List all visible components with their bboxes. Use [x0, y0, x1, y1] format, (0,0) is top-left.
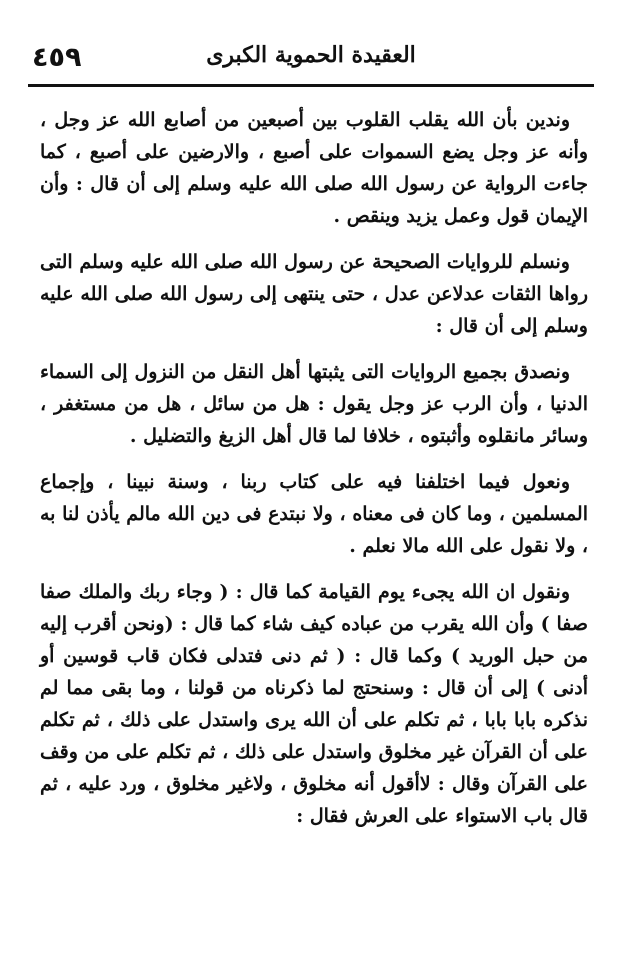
paragraph-5: ونقول ان الله يجىء يوم القيامة كما قال : ( وجاء ربك والملك صفا صفا ) وأن الله يقرب من عباده كيف شاء كما قال : (ونحن أقرب إليه من حبل الوريد ) وكما قال : ( ثم دنى فتدلى فكان قاب قوسين أو أدنى ) إلى أن قال : وسنحتج لما ذكرناه من قولنا ، وما بقى مما لم نذكره بابا بابا ، ثم تكلم على أن الله يرى واستدل على ذلك ، ثم تكلم على أن القرآن غير مخلوق واستدل على ذلك ، ثم تكلم على من وقف على القرآن وقال : لاأقول أنه مخلوق ، ولاغير مخلوق ، ورد عليه ، ثم قال باب الاستواء على العرش فقال : [40, 581, 588, 827]
paragraph-1: وندين بأن الله يقلب القلوب بين أصبعين من أصابع الله عز وجل ، وأنه عز وجل يضع السموات على أصبع ، والارضين على أصبع ، كما جاءت الرواية عن رسول الله صلى الله عليه وسلم إلى أن قال : وأن الإيمان قول وعمل يزيد وينقص . [40, 109, 588, 227]
page-number: ٤٥٩ [32, 42, 82, 73]
page-header [28, 36, 594, 76]
header-rule [28, 84, 594, 87]
body-text [40, 104, 588, 846]
paragraph-2: ونسلم للروايات الصحيحة عن رسول الله صلى الله عليه وسلم التى رواها الثقات عدلاعن عدل ، حتى ينتهى إلى رسول الله صلى الله عليه وسلم إلى أن قال : [40, 251, 588, 337]
running-title: العقيدة الحموية الكبرى [206, 42, 416, 68]
paragraph-4: ونعول فيما اختلفنا فيه على كتاب ربنا ، وسنة نبينا ، وإجماع المسلمين ، وما كان فى معناه ، ولا نبتدع فى دين الله مالم يأذن لنا به ، ولا نقول على الله مالا نعلم . [40, 471, 588, 557]
paragraph-3: ونصدق بجميع الروايات التى يثبتها أهل النقل من النزول إلى السماء الدنيا ، وأن الرب عز وجل يقول : هل من سائل ، هل من مستغفر ، وسائر مانقلوه وأثبتوه ، خلافا لما قال أهل الزيغ والتضليل . [40, 361, 588, 447]
